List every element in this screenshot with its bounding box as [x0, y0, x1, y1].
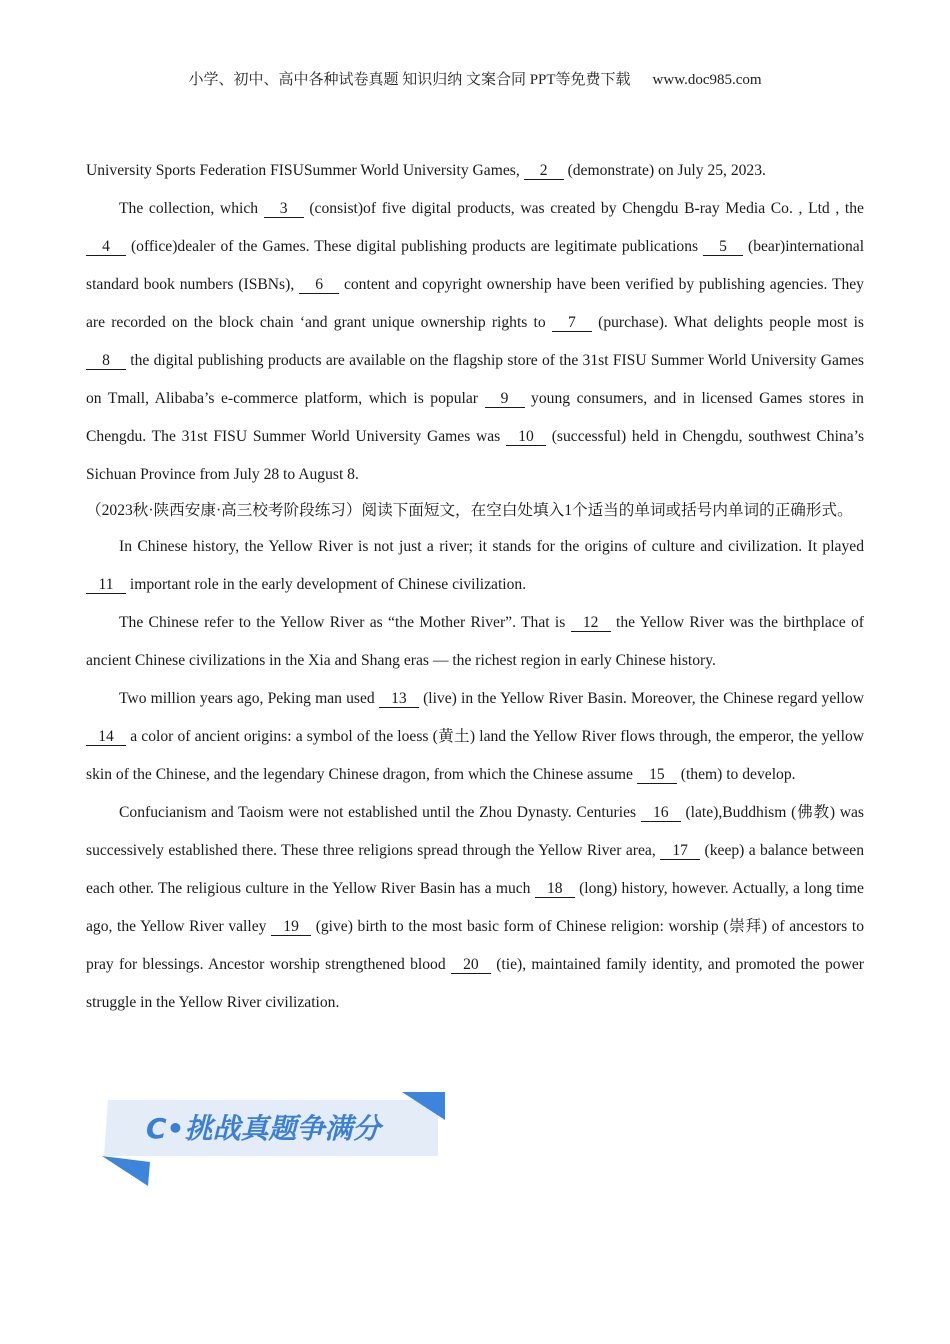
blank-12: 12 [571, 614, 611, 632]
text: University Sports Federation FISUSummer World University Games, [86, 162, 520, 179]
text: (demonstrate) on July 25, 2023. [567, 162, 766, 179]
exercise-source-note: （2023秋·陕西安康·高三校考阶段练习）阅读下面短文，在空白处填入1个适当的单词或括号内单词的正确形式。 [86, 502, 853, 519]
blank-17: 17 [660, 842, 700, 860]
header-text: 小学、初中、高中各种试卷真题 知识归纳 文案合同 PPT等免费下载 [188, 72, 631, 88]
text: (keep) a balance between each other. The religious culture in the Yellow River Basin has a much [86, 842, 864, 897]
text: The Chinese refer to the Yellow River as “the Mother River”. That is [119, 614, 566, 631]
text: (consist)of five digital products, was created by Chengdu B-ray Media Co. , Ltd , the [309, 200, 864, 217]
passage2-paragraph-3 [86, 680, 864, 794]
blank-18: 18 [535, 880, 575, 898]
passage2-paragraph-1 [86, 528, 864, 604]
blank-10: 10 [506, 428, 546, 446]
text: (long) history, however. Actually, a long time ago, the Yellow River valley [86, 880, 864, 935]
text: content and copyright ownership have been verified by publishing agencies. They are recorded on the block chain ‘and grant unique ownership rights to [86, 276, 864, 331]
passage2-paragraph-4 [86, 794, 864, 1022]
blank-13: 13 [379, 690, 419, 708]
text: (purchase). What delights people most is [598, 314, 865, 331]
blank-5: 5 [703, 238, 743, 256]
blank-16: 16 [641, 804, 681, 822]
blank-3: 3 [264, 200, 304, 218]
text: Confucianism and Taoism were not established until the Zhou Dynasty. Centuries [119, 804, 637, 821]
text: (bear)international standard book numbers (ISBNs), [86, 238, 865, 293]
blank-20: 20 [451, 956, 491, 974]
text: (live) in the Yellow River Basin. Moreover, the Chinese regard yellow [423, 690, 864, 707]
blank-2: 2 [524, 162, 564, 180]
blank-8: 8 [86, 352, 126, 370]
blank-4: 4 [86, 238, 126, 256]
passage1-paragraph-2 [86, 190, 864, 494]
passage1-paragraph-1 [86, 152, 864, 190]
blank-6: 6 [299, 276, 339, 294]
text: In Chinese history, the Yellow River is not just a river; it stands for the origins of culture and civilization. It played [119, 538, 864, 555]
text: (give) birth to the most basic form of Chinese religion: worship (崇拜) of ancestors to pray for blessings. Ancestor worship strengthened blood [86, 918, 864, 973]
blank-11: 11 [86, 576, 126, 594]
blank-7: 7 [552, 314, 592, 332]
page-header [0, 68, 950, 89]
text: (them) to develop. [680, 766, 796, 783]
document-body [86, 152, 864, 1022]
text: (tie), maintained family identity, and promoted the power struggle in the Yellow River civilization. [86, 956, 864, 1011]
text: a color of ancient origins: a symbol of the loess (黄土) land the Yellow River flows through, the emperor, the yellow skin of the Chinese, and the legendary Chinese dragon, from which the Chinese assume [86, 728, 864, 783]
banner-left-corner [102, 1156, 150, 1186]
section-banner [100, 1090, 445, 1190]
blank-19: 19 [271, 918, 311, 936]
text: the Yellow River was the birthplace of ancient Chinese civilizations in the Xia and Shang eras — the richest region in early Chinese history. [86, 614, 864, 669]
text: young consumers, and in licensed Games stores in Chengdu. The 31st FISU Summer World University Games was [86, 390, 864, 445]
blank-14: 14 [86, 728, 126, 746]
text: the digital publishing products are available on the flagship store of the 31st FISU Summer World University Games on Tmall, Alibaba’s e-commerce platform, which is popular [86, 352, 864, 407]
blank-9: 9 [485, 390, 525, 408]
text: (late),Buddhism (佛教) was successively established there. These three religions spread through the Yellow River area, [86, 804, 864, 859]
banner-title: C•挑战真题争满分 [146, 1112, 381, 1145]
text: Two million years ago, Peking man used [119, 690, 375, 707]
blank-15: 15 [637, 766, 677, 784]
passage2-paragraph-2 [86, 604, 864, 680]
text: The collection, which [119, 200, 259, 217]
header-site: www.doc985.com [652, 72, 762, 88]
text: (office)dealer of the Games. These digital publishing products are legitimate publications [130, 238, 699, 255]
text: (successful) held in Chengdu, southwest China’s Sichuan Province from July 28 to August 8. [86, 428, 865, 483]
text: important role in the early development of Chinese civilization. [129, 576, 527, 593]
